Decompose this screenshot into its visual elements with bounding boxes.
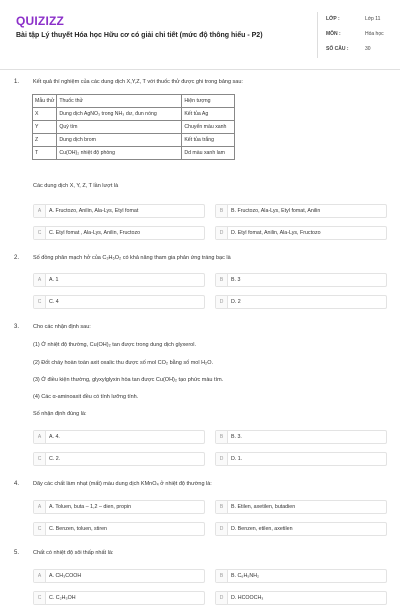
quizizz-logo: QUIZIZZ (16, 14, 65, 28)
statement-3: (3) Ở điều kiện thường, glyxylglyxin hòa tan được Cu(OH)₂ tạo phức màu tím. (33, 377, 224, 383)
table-cell: Kết tủa trắng (182, 134, 235, 147)
option-a[interactable] (33, 500, 205, 514)
option-c[interactable] (33, 522, 205, 536)
meta-value: 30 (365, 46, 371, 52)
header-divider (0, 69, 400, 70)
option-text: A. 1 (49, 277, 59, 283)
meta-value: Lớp 11 (365, 16, 381, 22)
table-header-row (33, 95, 235, 108)
document-header (0, 0, 400, 70)
option-text: C. Etyl fomat , Ala-Lys, Anilin, Fructozo (49, 230, 141, 236)
table-row (33, 108, 235, 121)
experiment-table (32, 94, 235, 160)
question-text: Cho các nhận định sau: (33, 324, 91, 330)
option-text: A. 4. (49, 434, 60, 440)
option-text: B. 3. (231, 434, 242, 440)
question-number: 3. (14, 324, 20, 330)
statement-2: (2) Đốt cháy hoàn toàn axit oxalic thu được số mol CO₂ bằng số mol H₂O. (33, 360, 213, 366)
question-prompt: Các dung dịch X, Y, Z, T lần lượt là (33, 183, 119, 189)
option-d[interactable] (215, 591, 387, 605)
meta-key: MÔN : (326, 31, 341, 37)
option-d[interactable] (215, 522, 387, 536)
table-cell: Kết tủa Ag (182, 108, 235, 121)
option-text: A. CH₃COOH (49, 573, 82, 579)
option-letter: B (216, 501, 228, 513)
option-text: A. Toluen, buta – 1,2 – dien, propin (49, 504, 132, 510)
option-text: C. Benzen, toluen, stiren (49, 526, 108, 532)
question-number: 2. (14, 255, 20, 261)
option-letter: A (34, 501, 46, 513)
table-cell: Chuyển màu xanh (182, 121, 235, 134)
table-cell: Z (33, 134, 57, 147)
meta-key: SỐ CÂU : (326, 46, 349, 52)
table-cell: Cu(OH)₂ nhiệt độ phòng (57, 147, 182, 160)
statement-1: (1) Ở nhiệt độ thường, Cu(OH)₂ tan được trong dung dịch glyxerol. (33, 342, 196, 348)
option-text: C. C₂H₅OH (49, 595, 76, 601)
option-b[interactable] (215, 204, 387, 218)
option-d[interactable] (215, 452, 387, 466)
option-text: B. Fructozo, Ala-Lys, Etyl fomat, Anilin (231, 208, 321, 214)
table-cell: Dung dịch AgNO₃ trong NH₃ dư, đun nóng (57, 108, 182, 121)
option-letter: B (216, 274, 228, 286)
option-letter: D (216, 227, 228, 239)
option-letter: D (216, 453, 228, 465)
table-cell: T (33, 147, 57, 160)
table-header-cell: Thuốc thử (57, 95, 182, 108)
table-cell: Y (33, 121, 57, 134)
option-letter: C (34, 453, 46, 465)
option-text: D. Benzen, etilen, axetilen (231, 526, 293, 532)
option-d[interactable] (215, 295, 387, 309)
meta-value: Hóa học (365, 31, 384, 37)
option-text: B. 3 (231, 277, 241, 283)
option-c[interactable] (33, 591, 205, 605)
option-text: D. 2 (231, 299, 241, 305)
statement-4: (4) Các α-aminoaxit đều có tính lưỡng tính. (33, 394, 139, 400)
question-text: Kết quả thí nghiệm của các dung dịch X,Y,Z, T với thuốc thử được ghi trong bảng sau: (33, 79, 243, 85)
option-letter: A (34, 431, 46, 443)
option-c[interactable] (33, 226, 205, 240)
table-cell: Dd màu xanh lam (182, 147, 235, 160)
option-b[interactable] (215, 500, 387, 514)
option-letter: A (34, 570, 46, 582)
table-row (33, 147, 235, 160)
option-a[interactable] (33, 430, 205, 444)
option-letter: B (216, 431, 228, 443)
option-text: C. 2. (49, 456, 61, 462)
meta-info-box (317, 12, 396, 58)
option-letter: D (216, 592, 228, 604)
option-letter: C (34, 592, 46, 604)
option-text: A. Fructozo, Anilin, Ala-Lys, Etyl fomat (49, 208, 139, 214)
option-letter: B (216, 205, 228, 217)
option-text: D. 1. (231, 456, 243, 462)
option-letter: D (216, 296, 228, 308)
option-letter: D (216, 523, 228, 535)
question-prompt: Số nhận định đúng là: (33, 411, 87, 417)
table-row (33, 121, 235, 134)
option-b[interactable] (215, 430, 387, 444)
option-b[interactable] (215, 569, 387, 583)
option-text: B. Etilen, axetilen, butadien (231, 504, 296, 510)
meta-key: LỚP : (326, 16, 340, 22)
question-text: Số đồng phân mạch hở của C₃H₆O₂ có khả năng tham gia phản ứng tráng bạc là (33, 255, 231, 261)
table-cell: Quỳ tím (57, 121, 182, 134)
option-a[interactable] (33, 204, 205, 218)
question-text: Chất có nhiệt độ sôi thấp nhất là: (33, 550, 114, 556)
option-text: D. HCOOCH₃ (231, 595, 264, 601)
page-title: Bài tập Lý thuyết Hóa học Hữu cơ có giải chi tiết (mức độ thông hiểu - P2) (16, 32, 263, 39)
option-a[interactable] (33, 273, 205, 287)
table-row (33, 134, 235, 147)
option-letter: B (216, 570, 228, 582)
option-text: C. 4 (49, 299, 59, 305)
option-text: D. Etyl fomat, Anilin, Ala-Lys, Fructozo (231, 230, 321, 236)
option-text: B. C₆H₅NH₂ (231, 573, 260, 579)
table-cell: X (33, 108, 57, 121)
table-header-cell: Hiện tượng (182, 95, 235, 108)
question-number: 1. (14, 79, 20, 85)
option-letter: C (34, 523, 46, 535)
option-letter: A (34, 205, 46, 217)
option-b[interactable] (215, 273, 387, 287)
table-header-cell: Mẫu thử (33, 95, 57, 108)
option-c[interactable] (33, 452, 205, 466)
option-letter: C (34, 227, 46, 239)
option-a[interactable] (33, 569, 205, 583)
table-cell: Dung dịch brom (57, 134, 182, 147)
option-c[interactable] (33, 295, 205, 309)
question-text: Dãy các chất làm nhạt (mất) màu dung dịch KMnO₄ ở nhiệt độ thường là: (33, 481, 212, 487)
question-number: 5. (14, 550, 20, 556)
question-number: 4. (14, 481, 20, 487)
option-d[interactable] (215, 226, 387, 240)
option-letter: A (34, 274, 46, 286)
option-letter: C (34, 296, 46, 308)
